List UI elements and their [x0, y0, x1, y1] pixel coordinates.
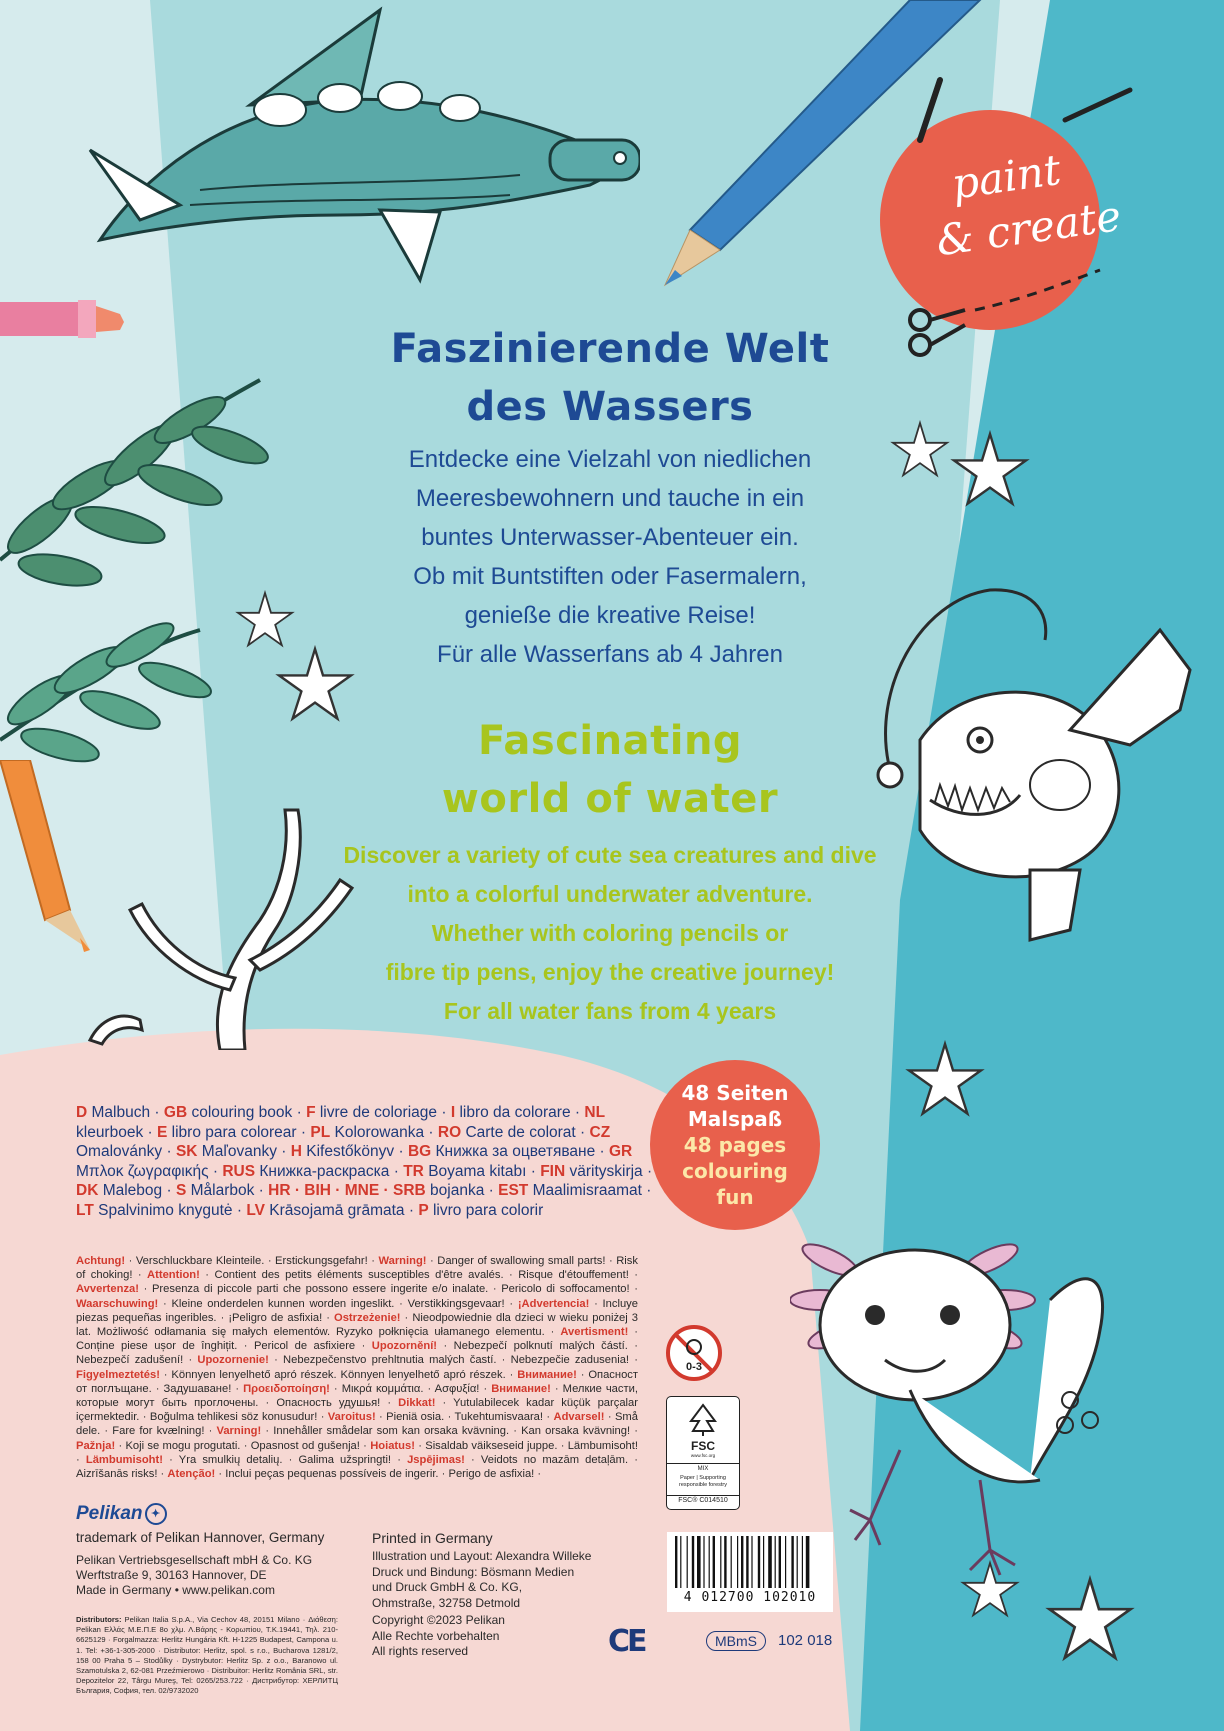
language-text: värityskirja — [569, 1162, 643, 1180]
trademark: trademark of Pelikan Hannover, Germany — [76, 1530, 325, 1545]
starfish-icon — [235, 590, 295, 650]
warning-item: Hoiatus! · Sisaldab väikseseid juppe. · Lämbumisoht! — [370, 1439, 638, 1452]
warning-label: Varoitus! — [327, 1411, 376, 1424]
article-number: 102 018 — [778, 1632, 833, 1649]
language-code: S — [175, 1182, 187, 1199]
language-text: colouring book — [191, 1104, 293, 1121]
language-text: kleurboek — [76, 1123, 144, 1141]
language-text: libro para colorear — [171, 1123, 297, 1141]
language-item — [246, 1202, 404, 1219]
language-item — [451, 1104, 571, 1121]
barcode-bar — [758, 1536, 760, 1588]
no-under-3-icon — [664, 1323, 724, 1383]
barcode-bar — [697, 1536, 701, 1588]
language-text: Книжка за оцветяване — [435, 1143, 596, 1160]
language-item — [306, 1104, 437, 1121]
copyright-line: Copyright ©2023 Pelikan — [372, 1613, 505, 1627]
pelikan-logo-text: Pelikan — [76, 1503, 143, 1525]
warning-item: Varoitus! · Pieniä osia. · Tukehtumisvaara! — [327, 1411, 544, 1424]
badge-de-line2: Malspaß — [687, 1107, 783, 1131]
warning-label: Attention! — [147, 1269, 200, 1282]
language-text: Maalimisraamat — [532, 1182, 642, 1199]
pages-badge — [650, 1060, 820, 1230]
language-code: NL — [584, 1104, 606, 1121]
german-title — [330, 320, 890, 436]
warning-text: Yra smulkių detalių. · Galima užspringti! — [178, 1453, 392, 1466]
german-line: buntes Unterwasser-Abenteuer ein. — [421, 524, 799, 551]
language-text: Maľovanky — [201, 1143, 277, 1160]
mbms-logo: MBmS — [706, 1631, 766, 1651]
language-item — [418, 1202, 543, 1219]
warning-label: Varning! — [216, 1425, 262, 1438]
printed-in: Printed in Germany — [372, 1530, 493, 1546]
company-address — [76, 1553, 376, 1598]
language-code: SK — [175, 1143, 198, 1160]
starfish-icon — [890, 420, 950, 480]
age-warning-text: 0-3 — [686, 1361, 702, 1373]
pelikan-bird-icon: ✦ — [145, 1503, 167, 1525]
warning-item: Upozornenie! · Nebezpečenstvo prehltnutia malých častí. · Nebezpečie zadusenia! — [197, 1354, 630, 1367]
barcode-bar — [751, 1536, 752, 1588]
fsc-code: FSC® C014510 — [667, 1495, 739, 1504]
language-code: CZ — [589, 1123, 611, 1141]
fsc-mix: MIX — [667, 1463, 739, 1472]
barcode-bar — [791, 1536, 793, 1588]
warning-item: Внимание! · Опасност от поглъщане. · Задушаване! — [76, 1368, 639, 1395]
english-line: into a colorful underwater adventure. — [407, 881, 813, 907]
barcode-bar — [724, 1536, 726, 1588]
warning-text: Conține piese ușor de înghițit. · Pericol de asfixiere — [76, 1340, 356, 1353]
warning-label: Figyelmeztetés! — [76, 1368, 160, 1381]
barcode-bar — [741, 1536, 743, 1588]
warning-text: Presenza di piccole parti che possono essere ingerite e/o inalate. · Pericolo di soffocamento! — [151, 1283, 630, 1296]
warning-item: Varning! · Innehåller smådelar som kan orsaka kvävning. · Kan orsaka kvävning! — [216, 1425, 631, 1438]
credit-line: Illustration und Layout: Alexandra Willeke — [372, 1549, 592, 1563]
barcode-bar — [806, 1536, 810, 1588]
fsc-sub: Paper | Supporting responsible forestry — [679, 1475, 727, 1488]
barcode-bar — [731, 1536, 732, 1588]
barcode-bar — [703, 1536, 704, 1588]
barcode-number: 4 012700 102010 — [667, 1590, 833, 1605]
language-text: libro da colorare — [459, 1104, 571, 1121]
language-item — [76, 1202, 233, 1219]
warning-label: Внимание! — [491, 1382, 551, 1395]
warning-text: Inclui peças pequenas possíveis de ingerir. · Perigo de asfixia! — [225, 1468, 535, 1481]
barcode-bar — [713, 1536, 715, 1588]
credits — [372, 1549, 632, 1611]
credit-line: Druck und Bindung: Bösmann Medien — [372, 1564, 575, 1579]
warning-text: Nieodpowiednie dla dzieci w wieku poniżej 3 lat. Możliwość odłamania się małych elementów. Ryzyko połknięcia ułamanego elementu. — [76, 1311, 639, 1339]
distributors-label: Distributors: — [76, 1615, 122, 1624]
warning-item: Avertisment! · Conține piese ușor de înghițit. · Pericol de asfixiere — [76, 1326, 638, 1353]
language-list: D Malbuch · GB colouring book · F livre de coloriage · I libro da colorare · NL kleurboek · E libro para colorear · PL Kolorowanka · RO Carte de colorat · CZ Omalovánky · SK Maľovanky · H Kifestőkönyv · BG Книжка за оцветяване · GR Μπλοκ ζωγραφικής · RUS Книжка-раскраска · TR Boyama kitabı · FIN värityskirja · DK Malebog · S Målarbok · HR · BIH · MNE · SRB bojanka · EST Maalimisraamat · LT Spalvinimo knygutė · LV Krāsojamā grāmata · P livro para colorir — [76, 1104, 653, 1219]
axolotl-illustration — [790, 1220, 1170, 1660]
german-line: Für alle Wasserfans ab 4 Jahren — [437, 641, 783, 668]
seaweed-illustration — [0, 360, 300, 800]
warning-item: Ostrzeżenie! · Nieodpowiednie dla dzieci w wieku poniżej 3 lat. Możliwość odłamania się małych elementów. Ryzyko połknięcia ułamanego elementu. — [76, 1311, 639, 1339]
german-line: Ob mit Buntstiften oder Fasermalern, — [413, 563, 807, 590]
language-item — [310, 1124, 424, 1141]
barcode-bar — [675, 1536, 677, 1588]
language-text: Omalovánky — [76, 1143, 163, 1160]
company-line: Made in Germany • www.pelikan.com — [76, 1583, 275, 1597]
language-code: D — [76, 1104, 88, 1121]
barcode-bar — [720, 1536, 721, 1588]
warning-label: Avertisment! — [560, 1326, 629, 1339]
barcode-bar — [797, 1536, 798, 1588]
warning-label: Waarschuwing! — [76, 1297, 159, 1310]
language-item — [222, 1163, 389, 1180]
english-title-line2: world of water — [441, 776, 779, 822]
warning-text: Yutulabilecek kadar küçük parçalar içermektedir. · Boğulma tehlikesi söz konusudur! — [76, 1397, 638, 1424]
language-code: H — [290, 1143, 302, 1160]
language-code: RO — [437, 1123, 462, 1141]
language-code: TR — [403, 1162, 424, 1180]
language-code: GB — [163, 1104, 188, 1121]
language-item — [540, 1163, 642, 1180]
language-code: HR · BIH · MNE · SRB — [268, 1182, 426, 1199]
starfish-icon — [950, 430, 1030, 510]
language-item — [157, 1124, 297, 1141]
fsc-url: www.fsc.org — [690, 1453, 716, 1458]
warning-label: Pažnja! — [76, 1439, 116, 1452]
warning-text: Koji se mogu progutati. · Opasnost od gušenja! — [125, 1439, 360, 1452]
language-text: Kolorowanka — [334, 1123, 425, 1141]
language-code: EST — [498, 1182, 529, 1199]
language-code: DK — [76, 1182, 99, 1199]
language-text: livre de coloriage — [319, 1104, 438, 1121]
warning-label: Внимание! — [517, 1368, 577, 1381]
german-title-line2: des Wassers — [466, 384, 754, 430]
language-code: LV — [246, 1201, 265, 1219]
warning-text: Danger of swallowing small parts! · Risk of choking! — [76, 1255, 638, 1282]
language-code: F — [306, 1104, 316, 1121]
warning-label: Dikkat! — [398, 1397, 436, 1410]
german-line: Meeresbewohnern und tauche in ein — [415, 485, 805, 512]
language-item — [403, 1163, 526, 1180]
copyright-line: Alle Rechte vorbehalten — [372, 1628, 500, 1643]
language-code: E — [157, 1123, 168, 1141]
language-item — [268, 1182, 484, 1199]
language-text: Μπλοκ ζωγραφικής — [76, 1162, 209, 1180]
ce-mark: CE — [608, 1624, 645, 1659]
credit-line: Ohmstraße, 32758 Detmold — [372, 1595, 521, 1610]
warning-text: Kleine onderdelen kunnen worden ingeslikt. · Verstikkingsgevaar! — [171, 1297, 505, 1310]
english-line: Discover a variety of cute sea creatures and dive — [343, 842, 877, 868]
badge-en-line2: colouring — [682, 1159, 788, 1183]
german-line: Entdecke eine Vielzahl von niedlichen — [408, 446, 812, 473]
language-text: Malbuch — [91, 1104, 151, 1121]
warning-text: Μικρά κομμάτια. · Ασφυξία! — [341, 1382, 480, 1395]
warning-text: Incluye piezas pequeñas ingeribles. · ¡Peligro de asfixia! — [76, 1297, 638, 1324]
safety-warnings: Achtung! · Verschluckbare Kleinteile. · Erstickungsgefahr! · Warning! · Danger of swallowing small parts! · Risk of choking! · Attention! · Contient des petits éléments susceptibles d'être avalés. · Risque d'étouffement! · Avvertenza! · Presenza di piccole parti che possono essere ingerite e/o inalate. · Pericolo di soffocamento! · Waarschuwing! · Kleine onderdelen kunnen worden ingeslikt. · Verstikkingsgevaar! · ¡Advertencia! · Incluye piezas pequeñas ingeribles. · ¡Peligro de asfixia! · Ostrzeżenie! · Nieodpowiednie dla dzieci w wieku poniżej 3 lat. Możliwość odłamania się małych elementów. Ryzyko połknięcia ułamanego elementu. · Avertisment! · Conține piese ușor de înghițit. · Pericol de asfixiere · Upozornění! · Nebezpečí polknutí malých částí. · Nebezpečí zadušení! · Upozornenie! · Nebezpečenstvo prehltnutia malých častí. · Nebezpečie zadusenia! · Figyelmeztetés! · Könnyen lenyelhető apró részek. Könnyen lenyelhető apró részek. · Внимание! · Опасност от поглъщане. · Задушаване! · Προειδοποίηση! · Μικρά κομμάτια. · Ασφυξία! · Внимание! · Мелкие части, которые могут быть проглочены. · Опасность удушья! · Dikkat! · Yutulabilecek kadar küçük parçalar içermektedir. · Boğulma tehlikesi söz konusudur! · Varoitus! · Pieniä osia. · Tukehtumisvaara! · Advarsel! · Små dele. · Fare for kvælning! · Varning! · Innehåller smådelar som kan orsaka kvävning. · Kan orsaka kvävning! · Pažnja! · Koji se mogu progutati. · Opasnost od gušenja! · Hoiatus! · Sisaldab väikseseid juppe. · Lämbumisoht! · Lämbumisoht! · Yra smulkių detalių. · Galima užspringti! · Jspējimas! · Veidots no mazām detaļām. · Aizrīšanās risks! · Atenção! · Inclui peças pequenas possíveis de ingerir. · Perigo de asfixia! · — [76, 1255, 639, 1481]
german-line: genieße die kreative Reise! — [464, 602, 756, 629]
barcode-bar — [692, 1536, 694, 1588]
warning-item: Figyelmeztetés! · Könnyen lenyelhető apró részek. Könnyen lenyelhető apró részek. — [76, 1368, 506, 1381]
language-item — [408, 1143, 595, 1160]
language-item — [76, 1104, 150, 1121]
distributors — [76, 1615, 338, 1697]
language-text: Boyama kitabı — [428, 1162, 527, 1180]
badge-en-line1: 48 pages — [683, 1133, 787, 1157]
pelikan-logo — [76, 1503, 167, 1525]
warning-label: Achtung! — [76, 1255, 126, 1267]
warning-item: Atenção! · Inclui peças pequenas possíveis de ingerir. · Perigo de asfixia! — [167, 1468, 535, 1481]
logo-create: & create — [933, 190, 1125, 266]
warning-label: ¡Advertencia! — [517, 1297, 590, 1310]
language-text: Книжка-раскраска — [259, 1162, 390, 1180]
barcode-bar — [785, 1536, 786, 1588]
language-item — [176, 1182, 254, 1199]
company-line: Werftstraße 9, 30163 Hannover, DE — [76, 1568, 267, 1582]
barcode-bar — [763, 1536, 764, 1588]
warning-text: Könnyen lenyelhető apró részek. Könnyen lenyelhető apró részek. — [171, 1368, 506, 1381]
language-item — [164, 1104, 292, 1121]
warning-text: Små dele. · Fare for kvælning! — [76, 1411, 638, 1438]
warning-item: Upozornění! · Nebezpečí polknutí malých částí. · Nebezpečí zadušení! — [76, 1340, 639, 1367]
warning-text: Innehåller smådelar som kan orsaka kvävning. · Kan orsaka kvävning! — [273, 1425, 631, 1438]
warning-text: Nebezpečí polknutí malých částí. · Nebezpečí zadušení! — [76, 1340, 639, 1367]
warning-label: Upozornění! — [371, 1340, 438, 1353]
language-code: PL — [310, 1123, 331, 1141]
english-line: Whether with coloring pencils or — [431, 920, 789, 946]
credit-line: und Druck GmbH & Co. KG, — [372, 1580, 523, 1594]
language-text: Carte de colorat — [465, 1123, 576, 1141]
warning-label: Atenção! — [167, 1468, 216, 1481]
warning-item: Attention! · Contient des petits éléments susceptibles d'être avalés. · Risque d'étouffement! — [147, 1269, 629, 1282]
language-text: bojanka — [430, 1182, 485, 1199]
warning-item: ¡Advertencia! · Incluye piezas pequeñas ingeribles. · ¡Peligro de asfixia! — [76, 1297, 638, 1324]
warning-text: Мелкие части, которые могут быть проглочены. · Опасность удушья! — [76, 1382, 638, 1410]
warning-text: Опасност от поглъщане. · Задушаване! — [76, 1368, 639, 1395]
company-line: Pelikan Vertriebsgesellschaft mbH & Co. KG — [76, 1553, 313, 1567]
german-description — [330, 440, 890, 674]
badge-de-line1: 48 Seiten — [681, 1081, 789, 1105]
language-code: GR — [609, 1143, 633, 1160]
warning-label: Advarsel! — [553, 1411, 605, 1424]
language-text: Kifestőkönyv — [306, 1143, 395, 1160]
english-line: fibre tip pens, enjoy the creative journey! — [385, 959, 835, 985]
warning-item: Pažnja! · Koji se mogu progutati. · Opasnost od gušenja! — [76, 1439, 360, 1452]
warning-item: Waarschuwing! · Kleine onderdelen kunnen worden ingeslikt. · Verstikkingsgevaar! — [76, 1297, 505, 1310]
language-item — [291, 1143, 394, 1160]
english-description — [320, 836, 900, 1031]
barcode-bar — [779, 1536, 781, 1588]
language-code: BG — [407, 1143, 432, 1160]
warning-label: Προειδοποίηση! — [243, 1382, 330, 1395]
barcode-bar — [746, 1536, 748, 1588]
logo-paint: paint — [948, 144, 1064, 209]
language-text: livro para colorir — [432, 1201, 544, 1219]
language-code: I — [450, 1104, 456, 1121]
english-line: For all water fans from 4 years — [443, 998, 777, 1024]
hammerhead-shark-illustration — [80, 0, 640, 300]
warning-label: Upozornenie! — [197, 1354, 269, 1367]
english-title-line1: Fascinating — [477, 718, 743, 764]
pink-marker-illustration — [0, 290, 130, 350]
warning-text: Contient des petits éléments susceptibles d'être avalés. · Risque d'étouffement! — [214, 1269, 629, 1282]
language-item — [498, 1182, 642, 1199]
barcode-bar — [737, 1536, 738, 1588]
language-text: Krāsojamā grāmata — [269, 1201, 405, 1219]
warning-item: Προειδοποίηση! · Μικρά κομμάτια. · Ασφυξία! — [243, 1382, 480, 1395]
barcode-bar — [680, 1536, 681, 1588]
warning-item: Avvertenza! · Presenza di piccole parti che possono essere ingerite e/o inalate. · Pericolo di soffocamento! — [76, 1283, 630, 1296]
badge-en-line3: fun — [716, 1185, 754, 1209]
language-item — [438, 1124, 576, 1141]
copyright-line: All rights reserved — [372, 1644, 469, 1658]
warning-item: Warning! · Danger of swallowing small parts! · Risk of choking! — [76, 1255, 638, 1282]
warning-text: Nebezpečenstvo prehltnutia malých častí. · Nebezpečie zadusenia! — [283, 1354, 630, 1367]
warning-text: Sisaldab väikseseid juppe. · Lämbumisoht! — [425, 1439, 638, 1452]
barcode-bar — [709, 1536, 710, 1588]
warning-label: Lämbumisoht! — [85, 1453, 163, 1466]
barcode-bar — [768, 1536, 772, 1588]
language-item — [76, 1182, 162, 1199]
warning-text: Verschluckbare Kleinteile. · Erstickungsgefahr! — [135, 1255, 368, 1267]
fsc-label — [666, 1396, 740, 1510]
warning-item: Achtung! · Verschluckbare Kleinteile. · Erstickungsgefahr! — [76, 1255, 368, 1267]
language-code: RUS — [222, 1162, 256, 1180]
barcode-bar — [775, 1536, 776, 1588]
language-text: Spalvinimo knygutė — [98, 1201, 233, 1219]
warning-label: Jspējimas! — [407, 1453, 465, 1466]
barcode-bar — [802, 1536, 803, 1588]
english-title — [330, 712, 890, 828]
warning-item: Внимание! · Мелкие части, которые могут быть проглочены. · Опасность удушья! — [76, 1382, 638, 1410]
language-text: Malebog — [102, 1182, 163, 1199]
fsc-title: FSC — [691, 1439, 715, 1453]
warning-text: Veidots no mazām detaļām. · Aizrīšanās risks! — [76, 1453, 638, 1481]
language-code: LT — [76, 1201, 94, 1219]
warning-label: Ostrzeżenie! — [334, 1311, 401, 1324]
warning-item: Jspējimas! · Veidots no mazām detaļām. · Aizrīšanās risks! — [76, 1453, 638, 1481]
warning-item: Dikkat! · Yutulabilecek kadar küçük parçalar içermektedir. · Boğulma tehlikesi söz konusudur! — [76, 1397, 638, 1424]
barcode-bar — [687, 1536, 688, 1588]
warning-label: Avvertenza! — [76, 1283, 140, 1296]
distributors-text: Pelikan Italia S.p.A., Via Cechov 48, 20151 Milano · Διάθεση: Pelikan Ελλάς Μ.Ε.Π.Ε 8ο χλμ. Λ.Βάρης - Κορωπίου, Τ.Κ.19441, Τηλ. 210-6625129 · Forgalmazza: Herlitz Hungária Kft. H-1225 Budapest, Campona u. 1. Tel: +36-1-305-2000 · Distributor: Herlitz, spol. s r.o., Bucharova 1281/2, 158 00 Praha 5 – Stodůlky · Dystrybutor: Herlitz Sp. z o.o., Baranowo ul. Szamotulska 2, 62-081 Przeźmierowo · Distribuitor: Herlitz România SRL, str. Depozitelor 22, Târgu Mureş, Tel: 0265/253.722 · Дистрибутор: ХЕРЛИТЦ България, София, тел. 02/9732020 — [76, 1615, 338, 1696]
warning-text: Pieniä osia. · Tukehtumisvaara! — [386, 1411, 544, 1424]
fsc-tree-icon — [687, 1403, 719, 1437]
german-title-line1: Faszinierende Welt — [390, 326, 830, 372]
warning-label: Warning! — [378, 1255, 427, 1267]
warning-item: Lämbumisoht! · Yra smulkių detalių. · Galima užspringti! — [85, 1453, 392, 1466]
language-text: Målarbok — [190, 1182, 255, 1199]
copyright — [372, 1613, 632, 1660]
starfish-icon — [905, 1040, 985, 1120]
warning-item: Advarsel! · Små dele. · Fare for kvælning! — [76, 1411, 638, 1438]
language-item — [176, 1143, 277, 1160]
language-code: P — [418, 1201, 429, 1219]
language-code: FIN — [540, 1162, 566, 1180]
warning-label: Hoiatus! — [370, 1439, 415, 1452]
